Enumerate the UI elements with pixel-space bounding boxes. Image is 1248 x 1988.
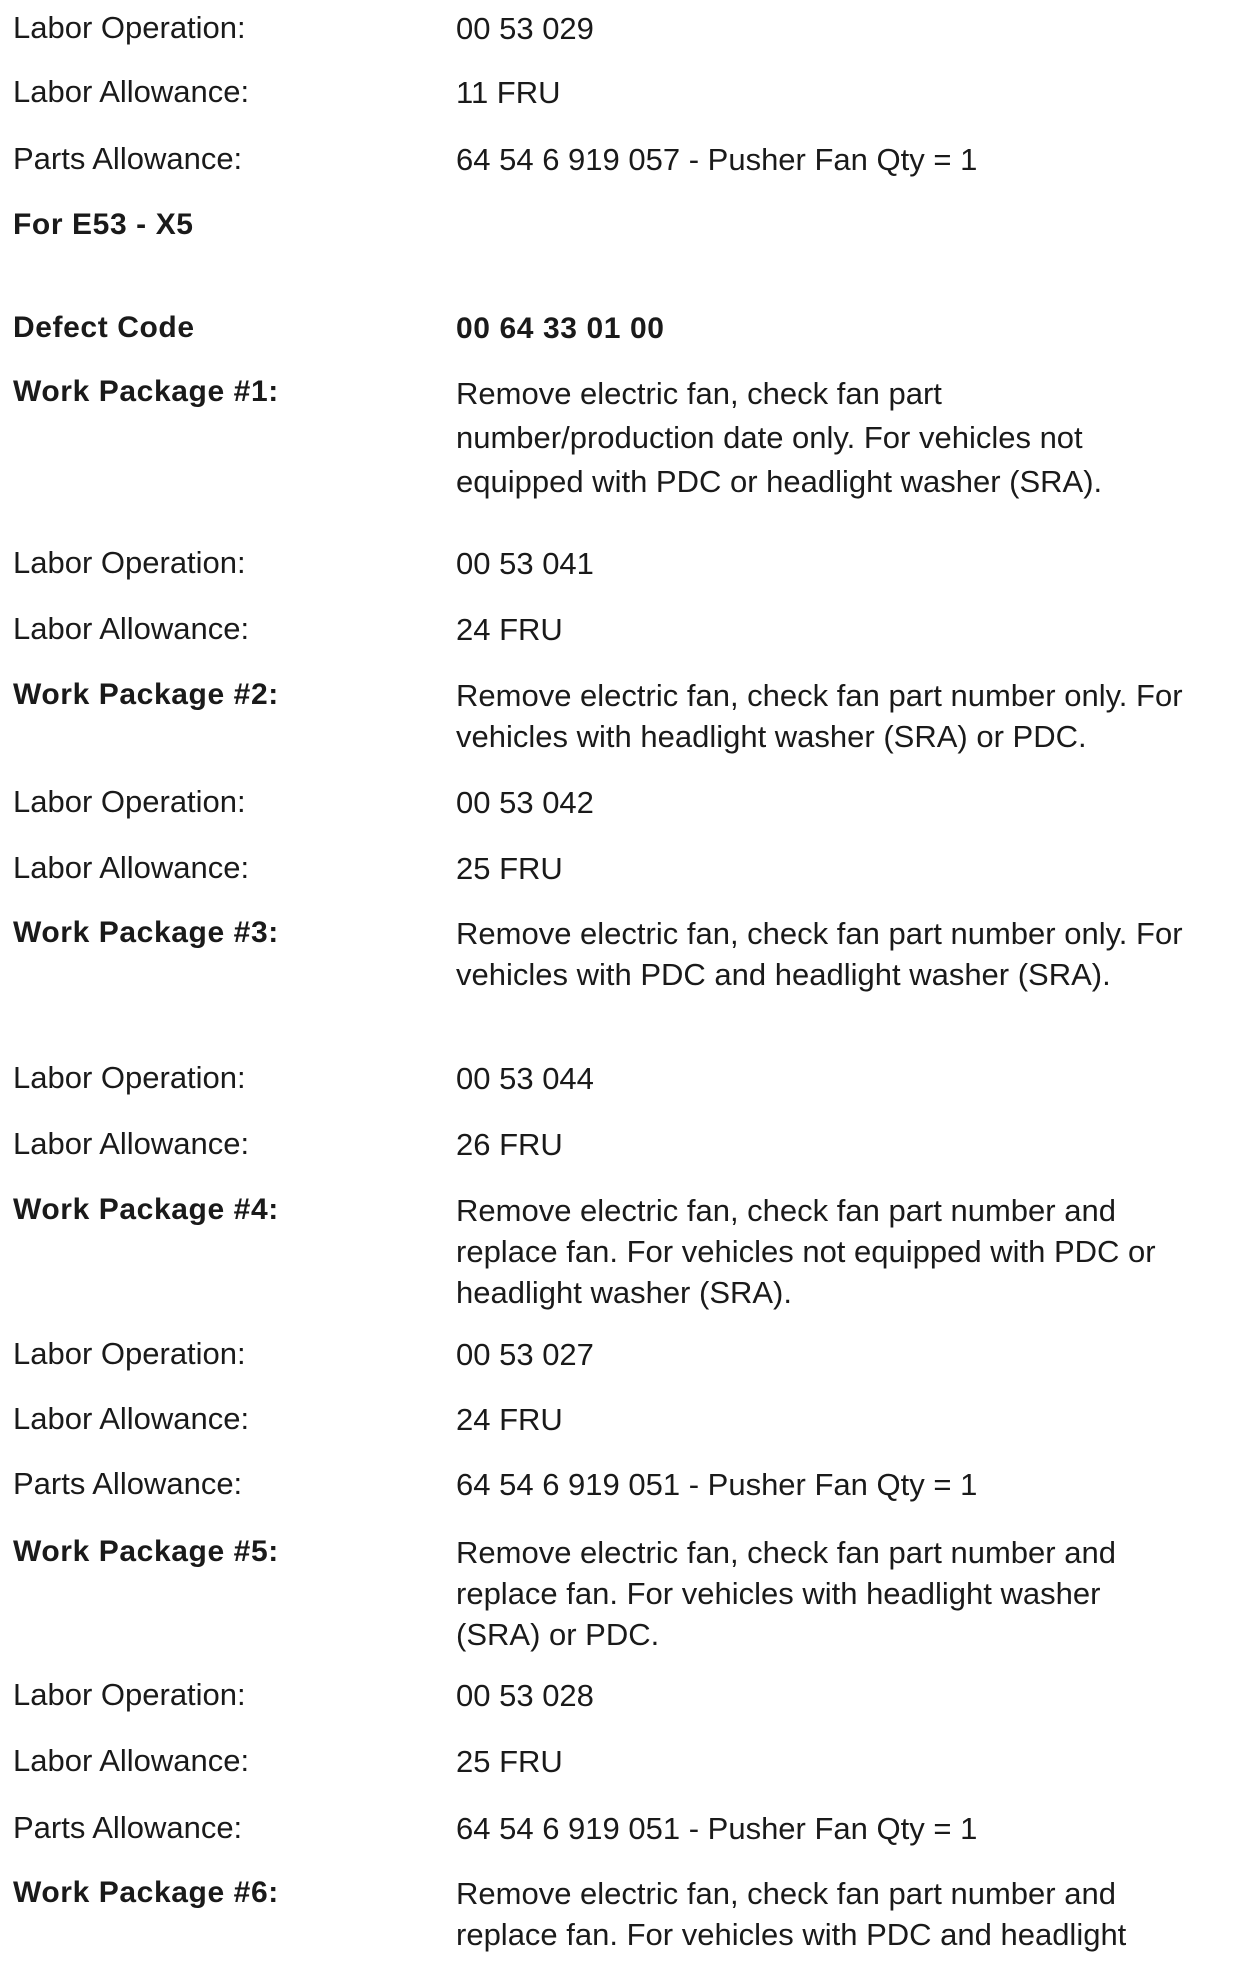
field-value: 00 53 029 (456, 11, 594, 46)
field-label: Parts Allowance: (13, 1466, 243, 1501)
work-package-label: Work Package #2: (13, 678, 279, 711)
field-label: Labor Operation: (13, 10, 246, 45)
field-value: 25 FRU (456, 1744, 563, 1779)
field-label: Parts Allowance: (13, 1810, 243, 1845)
field-value: 11 FRU (456, 75, 561, 110)
field-label: Labor Allowance: (13, 611, 250, 646)
field-value: 00 53 044 (456, 1061, 594, 1096)
work-package-label: Work Package #6: (13, 1876, 279, 1909)
defect-code-value: 00 64 33 01 00 (456, 312, 665, 345)
work-package-label: Work Package #5: (13, 1535, 279, 1568)
field-value: 00 53 042 (456, 785, 594, 820)
field-label: Labor Operation: (13, 784, 246, 819)
field-label: Labor Operation: (13, 1677, 246, 1712)
field-label: Labor Operation: (13, 545, 246, 580)
field-value: 00 53 028 (456, 1678, 594, 1713)
field-value: 64 54 6 919 051 - Pusher Fan Qty = 1 (456, 1811, 978, 1846)
work-package-description: Remove electric fan, check fan part number only. For vehicles with headlight washer (SRA) or PDC. (456, 678, 1183, 754)
field-label: Labor Allowance: (13, 74, 250, 109)
field-value: 25 FRU (456, 851, 563, 886)
field-label: Labor Operation: (13, 1060, 246, 1095)
work-package-label: Work Package #4: (13, 1193, 279, 1226)
field-value: 00 53 027 (456, 1337, 594, 1372)
work-package-label: Work Package #1: (13, 375, 279, 408)
field-label: Labor Allowance: (13, 850, 250, 885)
field-value: 64 54 6 919 051 - Pusher Fan Qty = 1 (456, 1467, 978, 1502)
section-heading: For E53 - X5 (13, 208, 194, 241)
work-package-label: Work Package #3: (13, 916, 279, 949)
work-package-description: Remove electric fan, check fan part number and replace fan. For vehicles with headlight washer (SRA) or PDC. (456, 1535, 1116, 1652)
field-label: Labor Allowance: (13, 1743, 250, 1778)
work-package-description: Remove electric fan, check fan part number only. For vehicles with PDC and headlight washer (SRA). (456, 916, 1183, 992)
field-value: 26 FRU (456, 1127, 563, 1162)
field-label: Labor Allowance: (13, 1126, 250, 1161)
defect-code-label: Defect Code (13, 311, 195, 344)
work-package-description: Remove electric fan, check fan part number/production date only. For vehicles not equipped with PDC or headlight washer (SRA). (456, 376, 1103, 499)
work-package-description: Remove electric fan, check fan part number and replace fan. For vehicles with PDC and headlight (456, 1876, 1127, 1952)
field-label: Parts Allowance: (13, 141, 243, 176)
field-label: Labor Operation: (13, 1336, 246, 1371)
field-label: Labor Allowance: (13, 1401, 250, 1436)
field-value: 00 53 041 (456, 546, 594, 581)
field-value: 64 54 6 919 057 - Pusher Fan Qty = 1 (456, 142, 978, 177)
work-package-description: Remove electric fan, check fan part number and replace fan. For vehicles not equipped with PDC or headlight washer (SRA). (456, 1193, 1156, 1310)
field-value: 24 FRU (456, 612, 563, 647)
field-value: 24 FRU (456, 1402, 563, 1437)
